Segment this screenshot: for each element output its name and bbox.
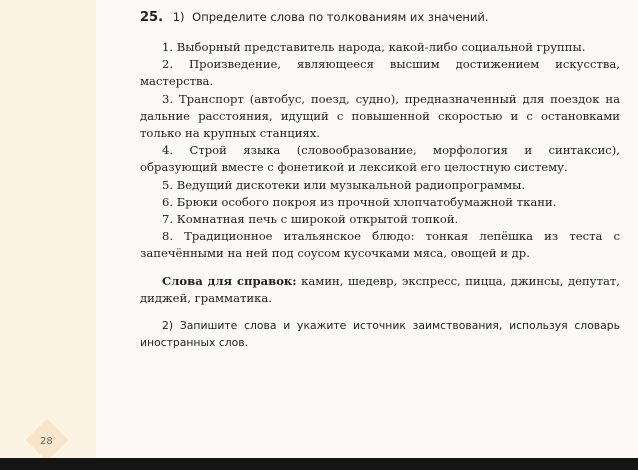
definition-item-7: 7. Комнатная печь с широкой открытой топкой.: [162, 212, 459, 227]
part2-instruction: [140, 317, 620, 351]
task-number: 25.: [140, 10, 164, 25]
part1-marker: 1): [172, 10, 185, 24]
reference-list: камин, шедевр, экспресс, пицца, джинсы, депутат, диджей, грамматика.: [140, 273, 620, 305]
page-margin-strip: [0, 0, 96, 470]
exercise-content: [140, 8, 620, 351]
part1-instruction: Определите слова по толкованиям их значений.: [192, 10, 489, 24]
reference-words: [140, 273, 620, 307]
definition-item-3: 3. Транспорт (автобус, поезд, судно), предназначенный для поездок на дальние расстояния, идущий с повышенной скоростью и с остановками только на крупных станциях.: [140, 91, 620, 141]
part2-marker: 2): [162, 319, 174, 333]
reference-label: Слова для справок:: [162, 273, 297, 288]
definition-item-1: 1. Выборный представитель народа, какой-либо социальной группы.: [162, 40, 586, 54]
page-number: 28: [40, 436, 53, 447]
part2-text: Запишите слова и укажите источник заимствования, используя словарь иностранных слов.: [140, 319, 621, 350]
bottom-edge-bar: [0, 458, 638, 470]
definition-item-6: 6. Брюки особого покроя из прочной хлопчатобумажной ткани.: [162, 194, 557, 209]
definition-item-8: 8. Традиционное итальянское блюдо: тонкая лепёшка из теста с запечёнными на ней под соусом кусочками мяса, овощей и др.: [140, 229, 620, 261]
definition-item-5: 5. Ведущий дискотеки или музыкальной радиопрограммы.: [162, 177, 526, 192]
definition-item-4: 4. Строй языка (словообразование, морфология и синтаксис), образующий вместе с фонетикой и лексикой его целостную систему.: [140, 143, 620, 175]
definition-item-2: 2. Произведение, являющееся высшим достижением искусства, мастерства.: [140, 57, 620, 89]
task-header: [140, 8, 620, 27]
